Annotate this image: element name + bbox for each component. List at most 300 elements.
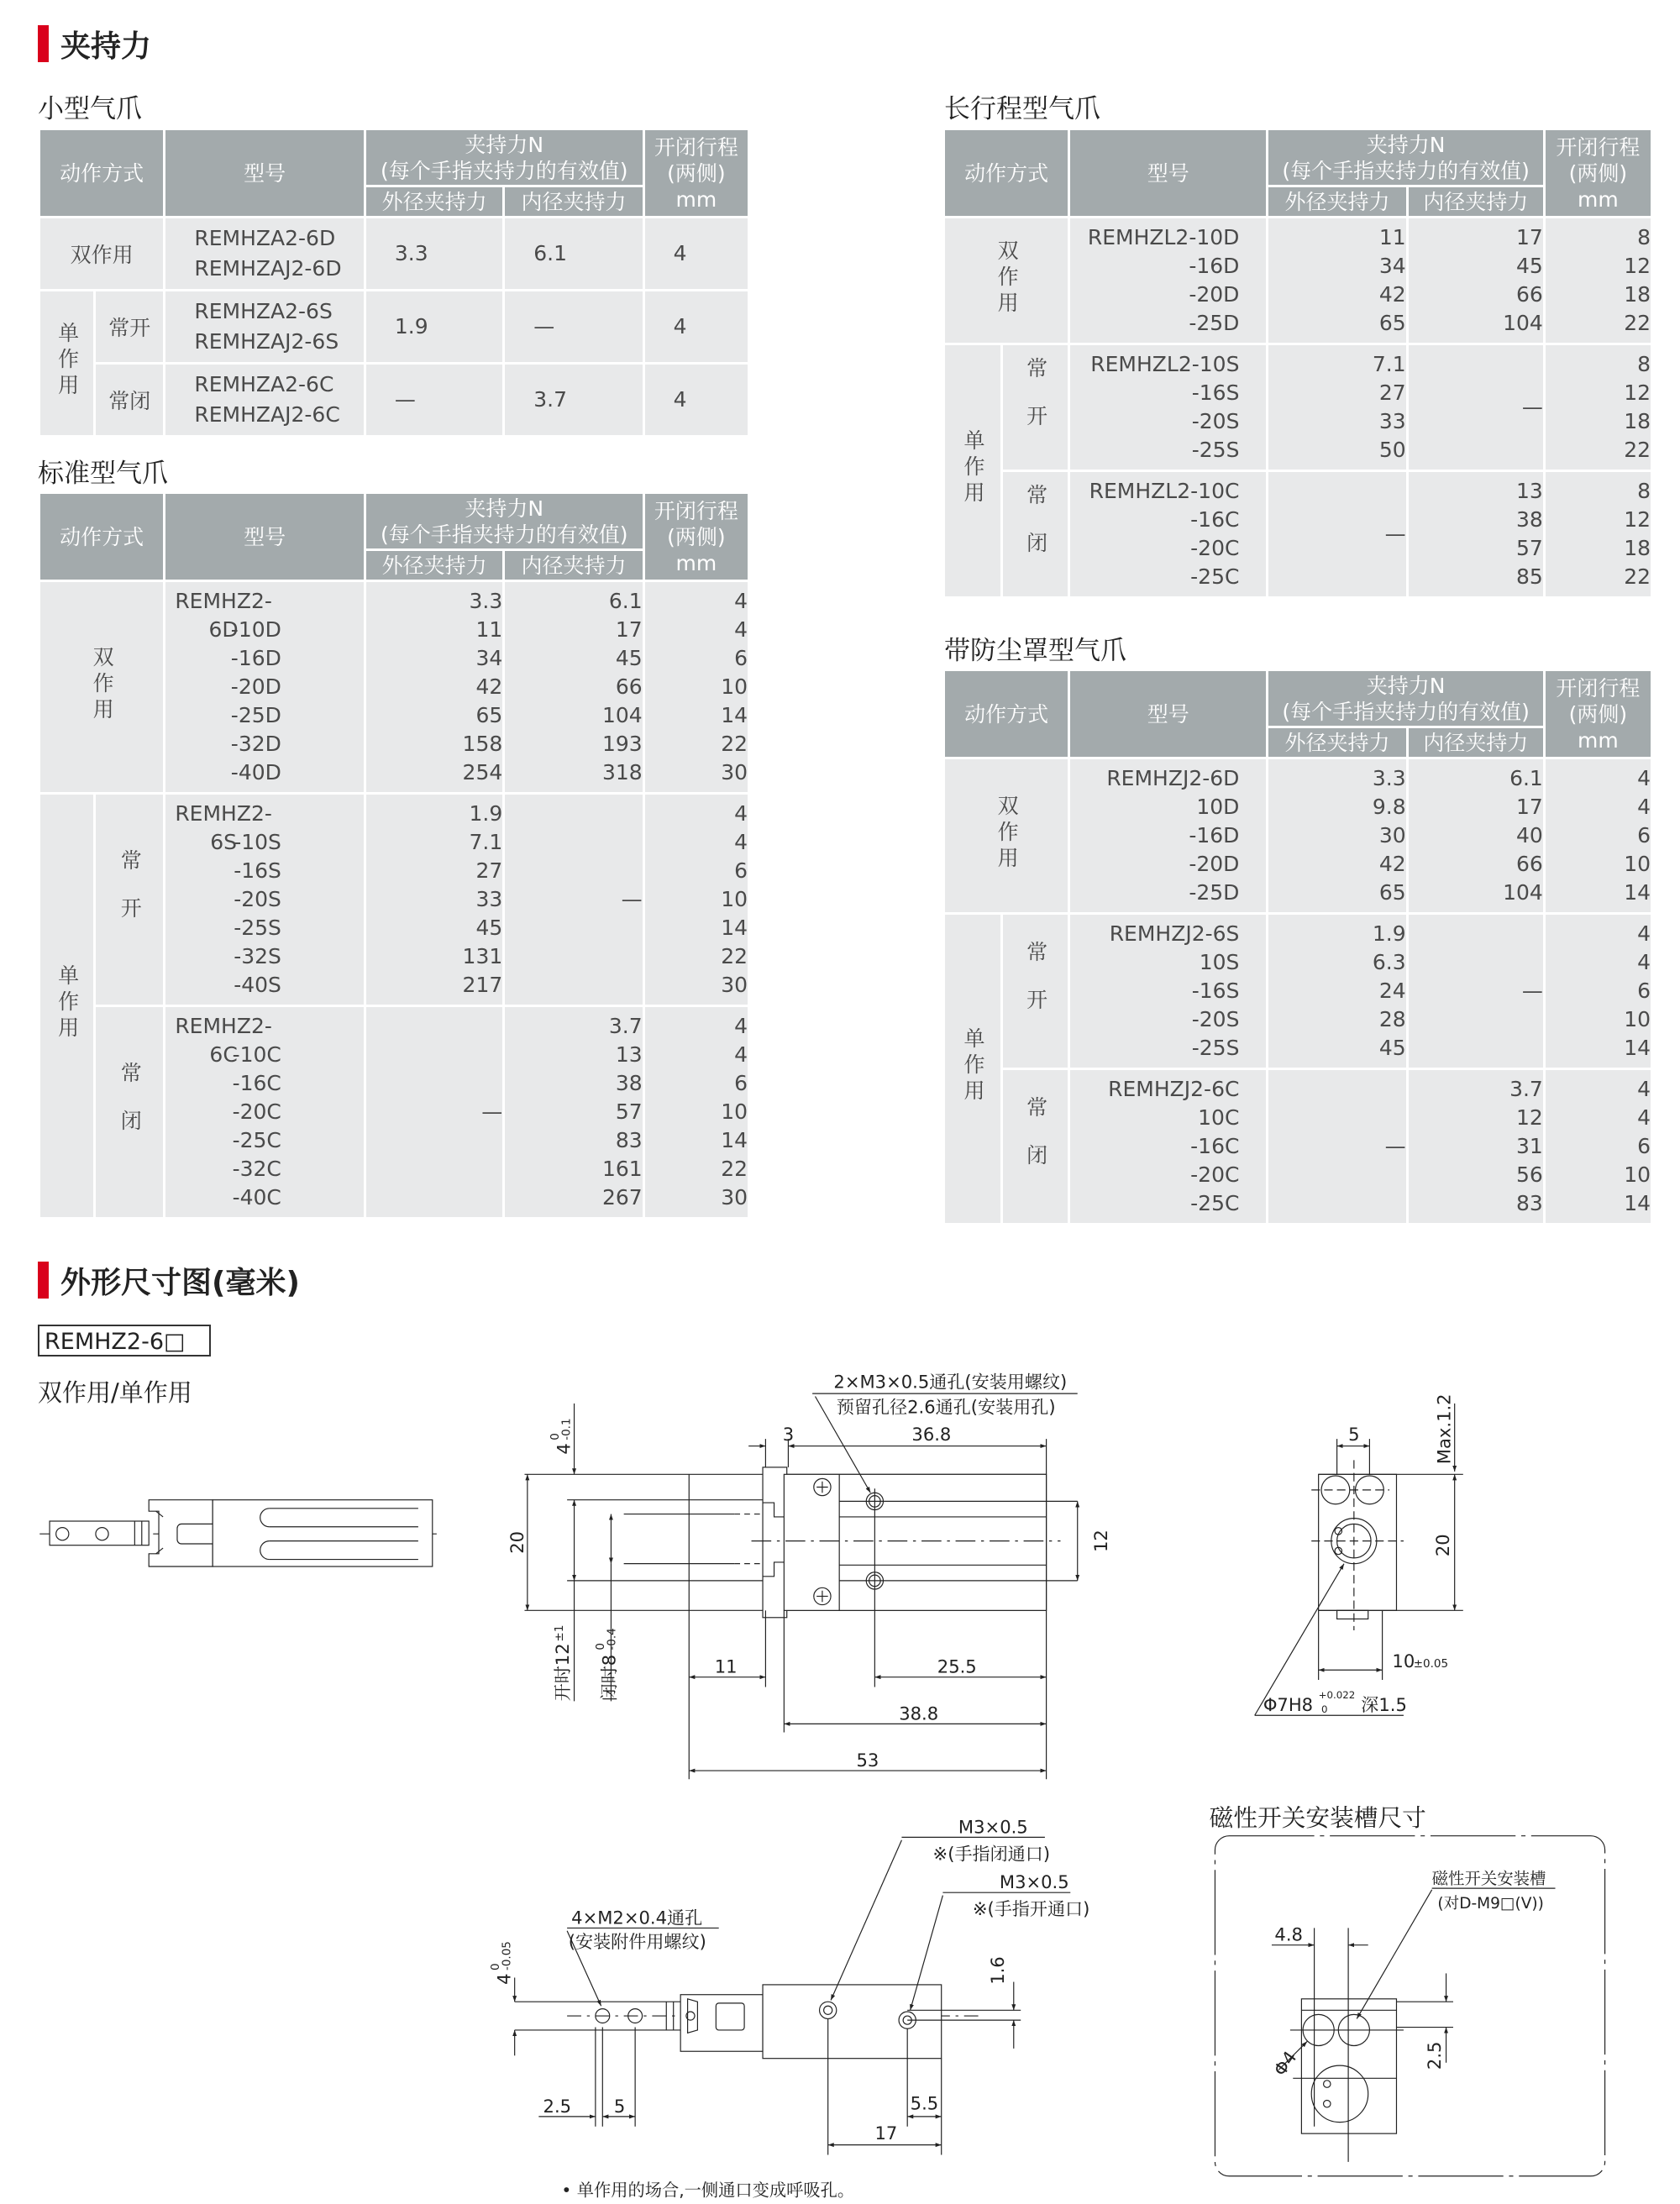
drawing-rect bbox=[1319, 1474, 1397, 1610]
cell-value: 8 bbox=[1637, 479, 1651, 503]
cell-value: 1.9 bbox=[1372, 921, 1406, 946]
cell-value: 11 bbox=[1378, 225, 1406, 249]
dim-closed-tol-lower: -0.4 bbox=[605, 1628, 619, 1650]
cell-value: — bbox=[1384, 522, 1406, 546]
cell-value: 1.9 bbox=[394, 314, 428, 338]
cell-value: 4 bbox=[673, 314, 687, 338]
cell-value: 4 bbox=[734, 617, 748, 642]
dim-2-5: 2.5 bbox=[543, 2095, 572, 2117]
cell-value: 4 bbox=[1637, 1077, 1651, 1101]
cell-value: REMHZA2-6D bbox=[194, 226, 336, 250]
header-force-note: (每个手指夹持力的有效值) bbox=[1282, 158, 1530, 183]
cell-value: 3.3 bbox=[469, 589, 503, 613]
cell-value: -25D bbox=[1189, 311, 1240, 335]
action-label: 单作用 bbox=[55, 964, 80, 1042]
cell-value: 45 bbox=[1378, 1036, 1406, 1060]
drawing-rect bbox=[784, 1474, 1046, 1610]
drawing-rect bbox=[1337, 1610, 1368, 1619]
cell-value: -25D bbox=[1189, 880, 1240, 905]
cell-value: -32C bbox=[232, 1157, 281, 1181]
cell-value: — bbox=[1521, 395, 1543, 419]
header-stroke-unit: mm bbox=[675, 550, 717, 575]
cell-value: 33 bbox=[475, 887, 503, 911]
cell-value: -40D bbox=[230, 760, 281, 785]
cell-value: 4 bbox=[673, 387, 687, 412]
drawing-path bbox=[624, 1514, 735, 1564]
cell-value: 158 bbox=[462, 732, 503, 756]
hole-note-1: 2×M3×0.5通孔(安装用螺纹) bbox=[833, 1371, 1068, 1393]
cell-value: 66 bbox=[1516, 282, 1543, 307]
cell-value: 6 bbox=[734, 1071, 748, 1095]
dim-10-tol: ±0.05 bbox=[1413, 1656, 1449, 1671]
cell-value: -25C bbox=[1190, 1191, 1240, 1215]
mini-side-view bbox=[39, 1500, 439, 1566]
cell-value: -16S bbox=[1191, 380, 1240, 405]
cell-value: 42 bbox=[475, 674, 503, 699]
cell-value: — bbox=[394, 387, 416, 412]
action-label: 单作用 bbox=[55, 322, 80, 400]
cell-value: 14 bbox=[1624, 1191, 1651, 1215]
header-outer: 外径夹持力 bbox=[1268, 727, 1407, 758]
cell-value: 267 bbox=[601, 1185, 643, 1210]
header-stroke: 开闭行程 bbox=[1556, 675, 1641, 701]
sub-action-label: 常开 bbox=[108, 316, 151, 340]
cell-value: 3.7 bbox=[1509, 1077, 1543, 1101]
dim-5-side: 5 bbox=[613, 2095, 626, 2117]
cell-value: 45 bbox=[1516, 254, 1543, 278]
header-stroke-note: (两侧) bbox=[1568, 701, 1628, 727]
section-title-text: 外形尺寸图(毫米) bbox=[60, 1265, 300, 1300]
header-inner: 内径夹持力 bbox=[1407, 186, 1544, 218]
switch-slot-title: 磁性开关安装槽尺寸 bbox=[1209, 1803, 1426, 1832]
header-stroke: 开闭行程 bbox=[654, 134, 738, 160]
cell-value: -20C bbox=[1190, 1162, 1240, 1187]
cell-value: 217 bbox=[462, 973, 503, 997]
cell-value: 30 bbox=[721, 973, 748, 997]
header-outer: 外径夹持力 bbox=[1268, 186, 1407, 218]
drawing-path bbox=[831, 1840, 901, 2001]
header-force-note: (每个手指夹持力的有效值) bbox=[381, 522, 628, 547]
header-model: 型号 bbox=[1069, 670, 1268, 758]
header-model: 型号 bbox=[165, 493, 365, 581]
sub-action-label: 常闭 bbox=[1023, 484, 1048, 580]
cell-value: 4 bbox=[734, 589, 748, 613]
cell-value: 22 bbox=[721, 1157, 748, 1181]
dim-closed-8: 闭时8 bbox=[598, 1654, 620, 1702]
hole-note-2: 预留孔径2.6通孔(安装用孔) bbox=[836, 1396, 1056, 1418]
header-stroke-unit: mm bbox=[1578, 186, 1619, 212]
dim-4-side: 4 bbox=[493, 1973, 515, 1985]
cell-value: — bbox=[481, 1099, 503, 1124]
cell-value: 17 bbox=[1516, 795, 1543, 819]
cell-value: -40C bbox=[232, 1185, 281, 1210]
bore-depth: 深1.5 bbox=[1361, 1694, 1407, 1716]
table-title-small: 小型气爪 bbox=[38, 94, 142, 124]
cell-value: 6 bbox=[734, 646, 748, 670]
cell-value: 6.1 bbox=[1509, 766, 1543, 790]
cell-value: 12 bbox=[1624, 254, 1651, 278]
cell-value: 22 bbox=[721, 732, 748, 756]
m2-note-1: 4×M2×0.4通孔 bbox=[571, 1907, 703, 1928]
cell-value: 10 bbox=[1624, 1162, 1651, 1187]
cell-value: 6 bbox=[1637, 1134, 1651, 1158]
sub-action-label: 常开 bbox=[118, 849, 143, 945]
action-label: 单作用 bbox=[961, 1027, 986, 1105]
cell-value: — bbox=[1384, 1134, 1406, 1158]
cell-value: 42 bbox=[1378, 852, 1406, 876]
cell-value: 33 bbox=[1378, 409, 1406, 433]
cell-value: REMHZAJ2-6D bbox=[194, 256, 342, 281]
cell-value: 13 bbox=[615, 1042, 643, 1067]
cell-value: 4 bbox=[734, 1014, 748, 1038]
action-label: 单作用 bbox=[961, 429, 986, 507]
cell-value: 50 bbox=[1378, 438, 1406, 462]
cell-value: -16D bbox=[230, 646, 281, 670]
cell-value: 66 bbox=[1516, 852, 1543, 876]
model-label-box: REMHZ2-6□ bbox=[38, 1325, 211, 1357]
cell-value: 22 bbox=[1624, 311, 1651, 335]
drawing-rect bbox=[716, 2003, 744, 2030]
cell-value: 12 bbox=[1624, 507, 1651, 532]
cell-value: 4 bbox=[1637, 795, 1651, 819]
header-force-title: 夹持力N bbox=[465, 496, 544, 521]
cell-value: 14 bbox=[721, 703, 748, 727]
header-inner: 内径夹持力 bbox=[1407, 727, 1544, 758]
cell-value: — bbox=[621, 887, 643, 911]
drawing-rect bbox=[1215, 1836, 1604, 2176]
switch-slot-note: (对D-M9□(V)) bbox=[1437, 1894, 1544, 1913]
drawing-g bbox=[549, 1418, 575, 1454]
cell-value: REMHZAJ2-6C bbox=[194, 402, 340, 427]
cell-value: -25C bbox=[232, 1128, 281, 1152]
cell-value: -25S bbox=[1191, 438, 1240, 462]
bore-tol-lower: 0 bbox=[1321, 1703, 1328, 1715]
cell-value: -25S bbox=[1191, 1036, 1240, 1060]
section-title-text: 夹持力 bbox=[60, 29, 152, 64]
cell-value: 318 bbox=[601, 760, 643, 785]
cell-value: 3.3 bbox=[1372, 766, 1406, 790]
dim-4-tol-lower: -0.1 bbox=[559, 1418, 574, 1440]
header-action: 动作方式 bbox=[39, 493, 165, 581]
cell-value: 85 bbox=[1516, 564, 1543, 589]
dim-4-tol-upper: 0 bbox=[548, 1433, 562, 1440]
cell-value: 10D bbox=[1196, 795, 1240, 819]
cell-value: 24 bbox=[1378, 979, 1406, 1003]
cell-value: 193 bbox=[601, 732, 643, 756]
cell-value: 14 bbox=[721, 916, 748, 940]
cell-value: 65 bbox=[1378, 880, 1406, 905]
cell-value: 30 bbox=[721, 760, 748, 785]
cell-value: -40S bbox=[234, 973, 281, 997]
table-title-dust-cover: 带防尘罩型气爪 bbox=[944, 636, 1126, 666]
cell-value: 4 bbox=[1637, 921, 1651, 946]
cell-value: 22 bbox=[721, 944, 748, 968]
cell-value: 254 bbox=[462, 760, 503, 785]
header-outer: 外径夹持力 bbox=[365, 550, 503, 581]
port-open-note: ※(手指开通口) bbox=[972, 1898, 1090, 1920]
cell-value: -20S bbox=[234, 887, 281, 911]
header-stroke-unit: mm bbox=[675, 186, 717, 212]
cell-value: REMHZL2-10C bbox=[1089, 479, 1240, 503]
dim-3: 3 bbox=[782, 1423, 795, 1445]
dim-11: 11 bbox=[714, 1656, 738, 1677]
cell-value: — bbox=[533, 314, 555, 338]
cell-value: 10S bbox=[1199, 950, 1240, 974]
cell-value: -25S bbox=[234, 916, 281, 940]
header-inner: 内径夹持力 bbox=[504, 186, 643, 218]
dim-17: 17 bbox=[874, 2122, 898, 2144]
dim-20: 20 bbox=[506, 1530, 528, 1554]
cell-value: 30 bbox=[721, 1185, 748, 1210]
cell-value: -16D bbox=[1189, 823, 1240, 847]
cell-value: REMHZL2-10S bbox=[1090, 352, 1240, 376]
drawing-path bbox=[734, 1514, 765, 1564]
cell-value: -20C bbox=[232, 1099, 281, 1124]
cell-value: -20D bbox=[230, 674, 281, 699]
header-stroke: 开闭行程 bbox=[654, 498, 738, 523]
cell-value: 6 bbox=[1637, 979, 1651, 1003]
cell-value: 27 bbox=[475, 858, 503, 883]
cell-value: 4 bbox=[734, 801, 748, 826]
dim-1-6: 1.6 bbox=[986, 1956, 1008, 1985]
cell-value: 83 bbox=[1516, 1191, 1543, 1215]
drawing-rect bbox=[50, 1521, 149, 1545]
drawing-g bbox=[594, 1628, 620, 1701]
header-model: 型号 bbox=[165, 129, 365, 218]
cell-value: 7.1 bbox=[469, 830, 503, 854]
header-stroke-note: (两侧) bbox=[667, 160, 726, 186]
cell-value: REMHZ2-6D bbox=[175, 589, 272, 642]
dim-open-tol: ±1 bbox=[553, 1624, 567, 1642]
cell-value: 3.7 bbox=[533, 387, 568, 412]
cell-value: -10D bbox=[230, 617, 281, 642]
dim-4-8: 4.8 bbox=[1274, 1923, 1303, 1945]
top-view bbox=[524, 1393, 1077, 1779]
cell-value: 45 bbox=[615, 646, 643, 670]
cell-value: REMHZJ2-6C bbox=[1108, 1077, 1240, 1101]
cell-value: REMHZ2-6C bbox=[175, 1014, 272, 1067]
cell-value: 14 bbox=[721, 1128, 748, 1152]
cell-value: 14 bbox=[1624, 1036, 1651, 1060]
table-title-long-stroke: 长行程型气爪 bbox=[944, 94, 1100, 124]
single-action-note: • 单作用的场合,一侧通口变成呼吸孔。 bbox=[561, 2180, 855, 2201]
action-label: 双作用 bbox=[995, 794, 1020, 873]
cell-value: 161 bbox=[601, 1157, 643, 1181]
sub-action-label: 常闭 bbox=[118, 1062, 143, 1157]
bore-tol-upper: +0.022 bbox=[1318, 1688, 1356, 1701]
cell-value: REMHZ2-6S bbox=[175, 801, 272, 854]
cell-value: 31 bbox=[1516, 1134, 1543, 1158]
dim-36-8: 36.8 bbox=[911, 1423, 952, 1445]
cell-value: 11 bbox=[475, 617, 503, 642]
dim-10: 10 bbox=[1392, 1650, 1415, 1671]
cell-value: -20C bbox=[1190, 536, 1240, 560]
cell-value: 131 bbox=[462, 944, 503, 968]
cell-value: 38 bbox=[1516, 507, 1543, 532]
cell-value: -32S bbox=[234, 944, 281, 968]
cell-value: 34 bbox=[475, 646, 503, 670]
dim-4-side-tol-upper: 0 bbox=[489, 1963, 503, 1971]
header-stroke-note: (两侧) bbox=[667, 524, 726, 549]
cell-value: 22 bbox=[1624, 438, 1651, 462]
dim-phi-4: Φ4 bbox=[1268, 2047, 1301, 2080]
drawing-path bbox=[567, 1500, 765, 1581]
cell-value: -16C bbox=[1190, 1134, 1240, 1158]
cell-value: 57 bbox=[1516, 536, 1543, 560]
dim-38-8: 38.8 bbox=[899, 1703, 939, 1724]
dim-4: 4 bbox=[553, 1443, 575, 1455]
cell-value: 3.3 bbox=[394, 241, 428, 265]
cell-value: 34 bbox=[1378, 254, 1406, 278]
cell-value: -20S bbox=[1191, 409, 1240, 433]
cell-value: -16C bbox=[1190, 507, 1240, 532]
header-stroke: 开闭行程 bbox=[1556, 134, 1641, 160]
cell-value: 17 bbox=[1516, 225, 1543, 249]
drawing-g bbox=[39, 1371, 1604, 2200]
cell-value: -20D bbox=[1189, 282, 1240, 307]
cell-value: REMHZJ2-6D bbox=[1106, 766, 1240, 790]
cell-value: 45 bbox=[475, 916, 503, 940]
cell-value: -25D bbox=[230, 703, 281, 727]
cell-value: 104 bbox=[601, 703, 643, 727]
sub-action-label: 常开 bbox=[1023, 357, 1048, 453]
sub-action-label: 常闭 bbox=[1023, 1096, 1048, 1192]
cell-value: 10 bbox=[1624, 852, 1651, 876]
cell-value: 18 bbox=[1624, 282, 1651, 307]
cell-value: -10S bbox=[234, 830, 281, 854]
cell-value: 9.8 bbox=[1372, 795, 1406, 819]
cell-value: — bbox=[1521, 979, 1543, 1003]
dim-20-end: 20 bbox=[1431, 1534, 1453, 1557]
dim-closed-tol-upper: 0 bbox=[594, 1643, 608, 1650]
cell-value: 104 bbox=[1503, 880, 1543, 905]
cell-value: 10C bbox=[1198, 1105, 1240, 1130]
header-force-note: (每个手指夹持力的有效值) bbox=[381, 158, 628, 183]
cell-value: REMHZL2-10D bbox=[1087, 225, 1240, 249]
cell-value: 104 bbox=[1503, 311, 1543, 335]
cell-value: REMHZAJ2-6S bbox=[194, 329, 339, 354]
cell-value: 10 bbox=[721, 1099, 748, 1124]
header-force-title: 夹持力N bbox=[465, 132, 544, 157]
dim-53: 53 bbox=[856, 1749, 879, 1771]
cell-value: 42 bbox=[1378, 282, 1406, 307]
drawing-rect bbox=[763, 1467, 787, 1618]
cell-value: 7.1 bbox=[1372, 352, 1406, 376]
drawing-rect bbox=[213, 1500, 433, 1566]
header-force-title: 夹持力N bbox=[1366, 673, 1446, 698]
drawing-path bbox=[1396, 2002, 1453, 2027]
dim-max-1-2: Max.1.2 bbox=[1433, 1393, 1455, 1465]
cell-value: 28 bbox=[1378, 1007, 1406, 1031]
cell-value: 6.1 bbox=[533, 241, 568, 265]
side-view bbox=[515, 1837, 1071, 2154]
port-closed-note: ※(手指闭通口) bbox=[932, 1843, 1051, 1865]
dim-5: 5 bbox=[1348, 1423, 1360, 1445]
cell-value: 38 bbox=[615, 1071, 643, 1095]
cell-value: -20S bbox=[1191, 1007, 1240, 1031]
cell-value: -10C bbox=[232, 1042, 281, 1067]
cell-value: 83 bbox=[615, 1128, 643, 1152]
action-label: 双作用 bbox=[995, 239, 1020, 317]
action-label: 双作用 bbox=[90, 645, 115, 724]
cell-value: 56 bbox=[1516, 1162, 1543, 1187]
cell-value: 18 bbox=[1624, 536, 1651, 560]
cell-value: 6 bbox=[734, 858, 748, 883]
header-action: 动作方式 bbox=[944, 129, 1069, 218]
cell-value: REMHZA2-6S bbox=[194, 299, 333, 323]
switch-slot-label: 磁性开关安装槽 bbox=[1431, 1869, 1546, 1889]
cell-value: 8 bbox=[1637, 225, 1651, 249]
cell-value: 6 bbox=[1637, 823, 1651, 847]
cell-value: REMHZA2-6C bbox=[194, 372, 334, 396]
cell-value: 17 bbox=[615, 617, 643, 642]
cell-value: 4 bbox=[1637, 766, 1651, 790]
table-title-standard: 标准型气爪 bbox=[38, 459, 168, 489]
dim-4-side-tol-lower: -0.05 bbox=[500, 1941, 514, 1971]
drawing-rect bbox=[1301, 1999, 1396, 2133]
cell-value: 18 bbox=[1624, 409, 1651, 433]
dim-12: 12 bbox=[1090, 1530, 1112, 1553]
cell-value: 10 bbox=[721, 674, 748, 699]
cell-value: 13 bbox=[1516, 479, 1543, 503]
action-label: 双作用 bbox=[70, 243, 134, 267]
header-outer: 外径夹持力 bbox=[365, 186, 503, 218]
dim-open-12: 开时12 bbox=[551, 1643, 573, 1702]
cell-value: 4 bbox=[673, 241, 687, 265]
cell-value: 4 bbox=[1637, 1105, 1651, 1130]
cell-value: REMHZJ2-6S bbox=[1109, 921, 1240, 946]
header-action: 动作方式 bbox=[39, 129, 165, 218]
port-closed-thread: M3×0.5 bbox=[958, 1816, 1028, 1838]
cell-value: 4 bbox=[1637, 950, 1651, 974]
drawing-subtitle: 双作用/单作用 bbox=[38, 1378, 192, 1407]
header-model: 型号 bbox=[1069, 129, 1268, 218]
m2-note-2: (安装附件用螺纹) bbox=[568, 1931, 706, 1953]
cell-value: 1.9 bbox=[469, 801, 503, 826]
cell-value: -16D bbox=[1189, 254, 1240, 278]
cell-value: 22 bbox=[1624, 564, 1651, 589]
cell-value: -20D bbox=[1189, 852, 1240, 876]
cell-value: 66 bbox=[615, 674, 643, 699]
dim-25-5: 25.5 bbox=[937, 1656, 977, 1677]
cell-value: 65 bbox=[1378, 311, 1406, 335]
header-force-title: 夹持力N bbox=[1366, 132, 1446, 157]
header-inner: 内径夹持力 bbox=[504, 550, 643, 581]
cell-value: 4 bbox=[734, 1042, 748, 1067]
cell-value: 30 bbox=[1378, 823, 1406, 847]
cell-value: -25C bbox=[1190, 564, 1240, 589]
header-stroke-unit: mm bbox=[1578, 727, 1619, 753]
sub-action-label: 常闭 bbox=[108, 389, 151, 413]
cell-value: 65 bbox=[475, 703, 503, 727]
dim-2-5-slot: 2.5 bbox=[1423, 2041, 1445, 2070]
cell-value: -16C bbox=[232, 1071, 281, 1095]
cell-value: 8 bbox=[1637, 352, 1651, 376]
header-action: 动作方式 bbox=[944, 670, 1069, 758]
cell-value: -16S bbox=[1191, 979, 1240, 1003]
cell-value: 12 bbox=[1624, 380, 1651, 405]
sub-action-label: 常开 bbox=[1023, 941, 1048, 1036]
cell-value: -32D bbox=[230, 732, 281, 756]
cell-value: 10 bbox=[721, 887, 748, 911]
cell-value: 27 bbox=[1378, 380, 1406, 405]
port-open-thread: M3×0.5 bbox=[999, 1871, 1069, 1893]
cell-value: 12 bbox=[1516, 1105, 1543, 1130]
cell-value: 6.1 bbox=[608, 589, 643, 613]
header-stroke-note: (两侧) bbox=[1568, 160, 1628, 186]
drawing-g bbox=[489, 1941, 515, 1985]
cell-value: 57 bbox=[615, 1099, 643, 1124]
